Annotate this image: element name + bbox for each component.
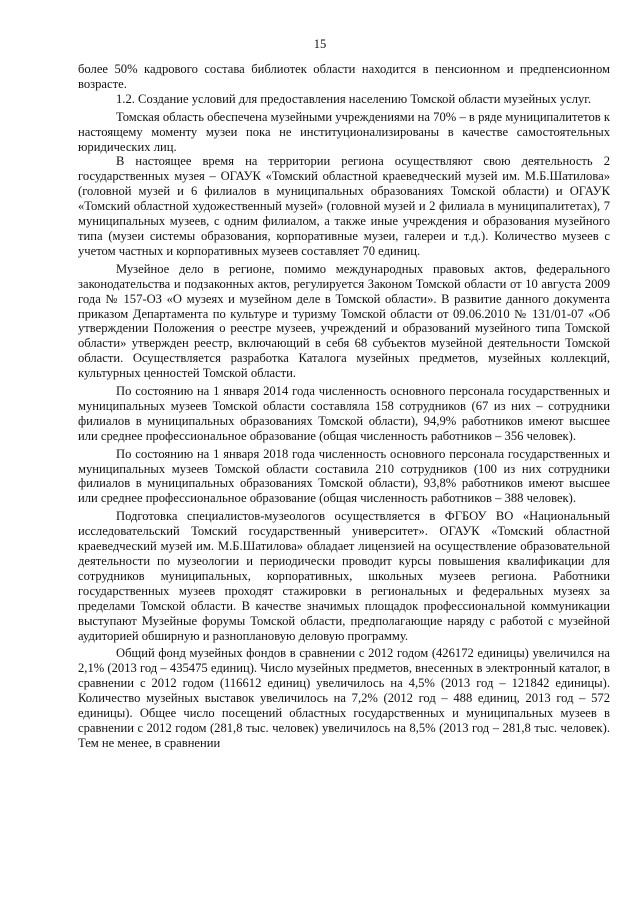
page-number: 15: [313, 37, 327, 51]
paragraph-2-section-heading: 1.2. Создание условий для предоставления населению Томской области музейных услуг.: [116, 91, 592, 106]
paragraph-5: Музейное дело в регионе, помимо международных правовых актов, федерального законодательства и подзаконных актов, регулируется Законом Томской области от 10 августа 2009 года № 157-ОЗ «О музеях и музейном деле в Томской области». В развитие данного документа приказом Департамента по культуре и туризму Томской области от 09.06.2010 № 131/01-07 «Об утверждении Положения о реестре музеев, учреждений и образований музейного типа Томской области» утвержден реестр, включающий в себя 68 субъектов музейной деятельности Томской области. Осуществляется разработка Каталога музейных предметов, музейных коллекций, культурных ценностей Томской области.: [78, 261, 610, 381]
paragraph-1: более 50% кадрового состава библиотек области находится в пенсионном и предпенсионном возрасте.: [78, 62, 610, 91]
paragraph-4: В настоящее время на территории региона осуществляют свою деятельность 2 государственных музея – ОГАУК «Томский областной краеведческий музей им. М.Б.Шатилова» (головной музей и 6 филиалов в муниципальных образованиях Томской области) и ОГАУК «Томский областной художественный музей» (головной музей и 2 филиала в муниципалитетах), 7 муниципальных музеев, с одним филиалом, а также иные учреждения и образования музейного типа (музеи системы образования, корпоративные музеи, галереи и т.д.). Количество музеев с учетом частных и корпоративных музеев составляет 70 единиц.: [78, 154, 610, 258]
paragraph-8: Подготовка специалистов-музеологов осуществляется в ФГБОУ ВО «Национальный исследовательский Томский государственный университет». ОГАУК «Томский областной краеведческий музей им. М.Б.Шатилова» обладает лицензией на осуществление образовательной деятельности по музеологии и периодически проводит курсы повышения квалификации для сотрудников муниципальных, корпоративных, школьных музеев региона. Работники государственных музеев проходят стажировки в региональных и федеральных музеях за пределами Томской области. В качестве значимых площадок профессиональной коммуникации выступают Музейные форумы Томской области, предполагающие наряду с работой с музейной аудиторией обширную и разноплановую деловую программу.: [78, 509, 610, 643]
paragraph-9: Общий фонд музейных фондов в сравнении с 2012 годом (426172 единицы) увеличился на 2,1% (2013 год – 435475 единиц). Число музейных предметов, внесенных в электронный каталог, в сравнении с 2012 годом (116612 единиц) увеличилось на 4,5% (2013 год – 121842 единицы). Количество музейных выставок увеличилось на 7,2% (2012 год – 488 единиц, 2013 год – 572 единицы). Общее число посещений областных государственных и муниципальных музеев в сравнении с 2012 годом (281,8 тыс. человек) увеличилось на 8,5% (2013 год – 281,8 тыс. человек). Тем не менее, в сравнении: [78, 646, 610, 750]
paragraph-3: Томская область обеспечена музейными учреждениями на 70% – в ряде муниципалитетов к настоящему моменту музеи пока не институционализированы в качестве самостоятельных юридических лиц.: [78, 109, 610, 154]
paragraph-6: По состоянию на 1 января 2014 года численность основного персонала государственных и муниципальных музеев Томской области составляла 158 сотрудников (67 из них – сотрудники филиалов в муниципальных образованиях Томской области), 94,9% работников имеют высшее или среднее профессиональное образование (общая численность работников – 356 человек).: [78, 384, 610, 443]
body-text: [78, 62, 610, 751]
paragraph-7: По состоянию на 1 января 2018 года численность основного персонала государственных и муниципальных музеев Томской области составила 210 сотрудников (100 из них сотрудники филиалов в муниципальных образованиях Томской области), 93,8% работников имеют высшее или среднее профессиональное образование (общая численность работников – 388 человек).: [78, 446, 610, 506]
